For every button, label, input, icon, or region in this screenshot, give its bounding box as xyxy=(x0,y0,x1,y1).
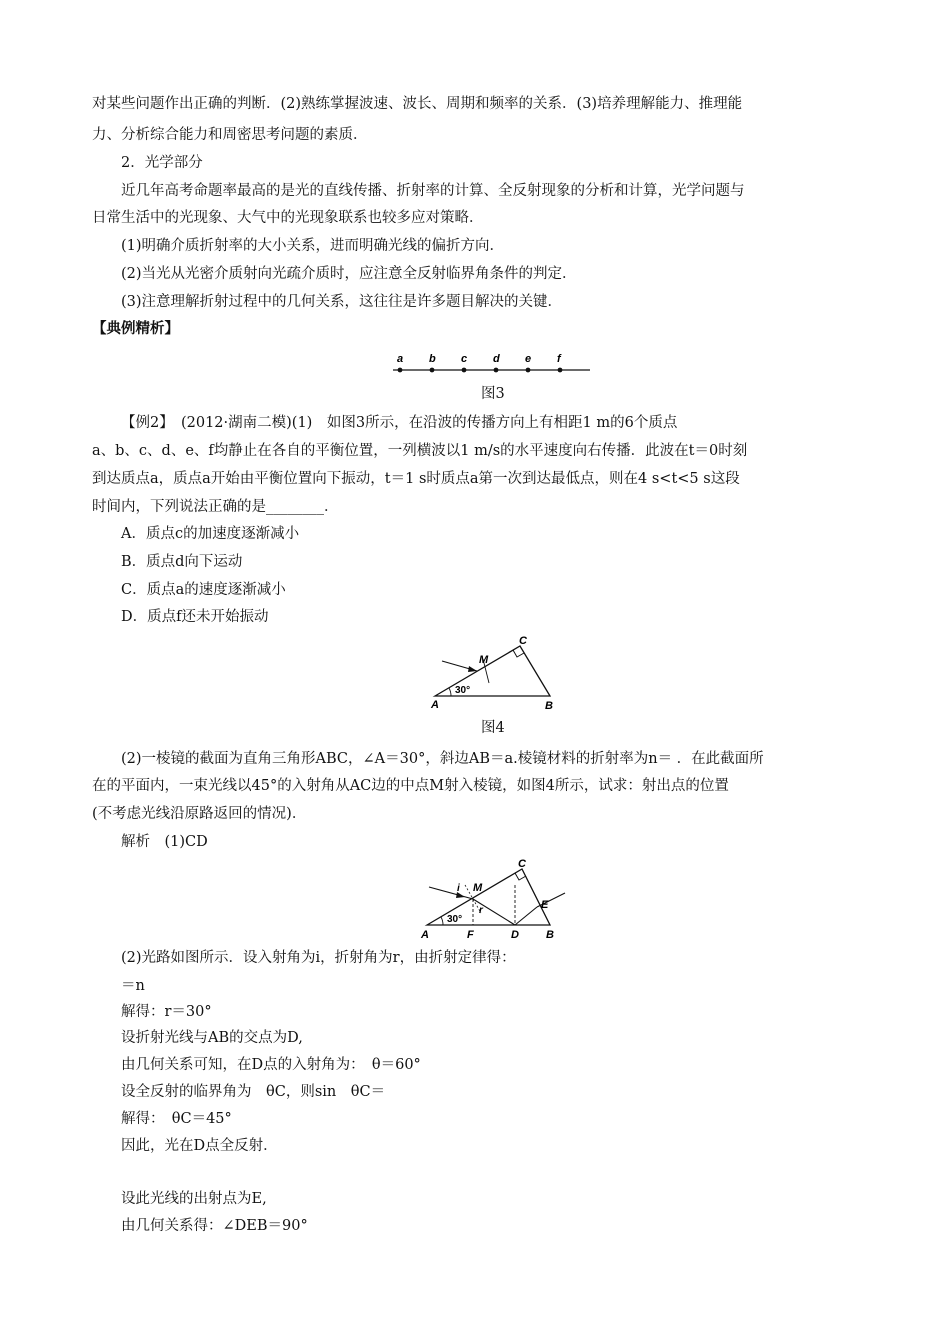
wave-point-label-e: e xyxy=(525,353,532,365)
strategy-item: (1)明确介质折射率的大小关系，进而明确光线的偏折方向． xyxy=(121,238,505,254)
label-angle: 30° xyxy=(455,685,471,696)
question-line: (2)一棱镜的截面为直角三角形ABC，∠A＝30°，斜边AB＝a.棱镜材料的折射率为n＝ ．在此截面所 xyxy=(121,751,764,767)
solution-line: ＝n xyxy=(121,978,145,994)
solution-line: 解得： θC＝45° xyxy=(121,1111,232,1127)
solution-line: 解得：r＝30° xyxy=(121,1004,212,1020)
label-a: A xyxy=(421,929,429,941)
option-a: A．质点c的加速度逐渐减小 xyxy=(121,526,300,542)
wave-point-e xyxy=(526,368,531,373)
examples-heading: 【典例精析】 xyxy=(92,320,179,337)
paragraph-line: 对某些问题作出正确的判断．(2)熟练掌握波速、波长、周期和频率的关系．(3)培养理解能力、推理能 xyxy=(92,96,743,112)
label-angle: 30° xyxy=(447,914,463,925)
figure-4-prism xyxy=(425,634,565,714)
ray-arrow xyxy=(468,666,477,672)
wave-point-label-f: f xyxy=(557,353,561,365)
solution-line: 因此，光在D点全反射． xyxy=(121,1138,278,1154)
solution-line: 由几何关系可知，在D点的入射角为： θ＝60° xyxy=(121,1057,421,1073)
prism-triangle xyxy=(435,646,550,696)
label-c: C xyxy=(518,858,526,870)
reflected-ray xyxy=(515,907,537,925)
paragraph-line: 日常生活中的光现象、大气中的光现象联系也较多应对策略． xyxy=(92,210,484,226)
angle-arc xyxy=(449,688,451,696)
figure-3-wave-points xyxy=(385,350,595,380)
wave-point-label-a: a xyxy=(397,353,404,365)
label-a: A xyxy=(431,699,439,711)
wave-point-d xyxy=(494,368,499,373)
solution-label: 解析 (1)CD xyxy=(121,834,208,850)
label-f: F xyxy=(467,929,474,941)
label-i: i xyxy=(457,883,460,894)
example-line: a、b、c、d、e、f均静止在各自的平衡位置，一列横波以1 m/s的水平速度向右传播．此波在t＝0时刻 xyxy=(92,443,748,459)
figure-3-caption: 图3 xyxy=(481,386,505,402)
label-m: M xyxy=(473,882,483,894)
angle-arc xyxy=(441,917,443,925)
question-line: (不考虑光线沿原路返回的情况)． xyxy=(92,806,307,822)
label-b: B xyxy=(546,929,554,941)
wave-point-c xyxy=(462,368,467,373)
wave-point-label-b: b xyxy=(429,353,436,365)
solution-line: 设此光线的出射点为E, xyxy=(121,1191,267,1207)
label-e: E xyxy=(541,899,549,911)
option-b: B．质点d向下运动 xyxy=(121,554,243,570)
question-line: 在的平面内，一束光线以45°的入射角从AC边的中点M射入棱镜，如图4所示，试求：射出点的位置 xyxy=(92,778,729,794)
label-m: M xyxy=(479,654,489,666)
prism-triangle xyxy=(427,869,550,925)
label-c: C xyxy=(519,635,527,647)
option-d: D．质点f还未开始振动 xyxy=(121,609,269,625)
label-d: D xyxy=(511,929,519,941)
strategy-item: (3)注意理解折射过程中的几何关系，这往往是许多题目解决的关键． xyxy=(121,294,563,310)
section-heading: 2．光学部分 xyxy=(121,155,203,171)
wave-point-f xyxy=(558,368,563,373)
incident-ray xyxy=(429,887,473,899)
label-r: r xyxy=(479,905,483,916)
wave-point-a xyxy=(398,368,403,373)
paragraph-line: 近几年高考命题率最高的是光的直线传播、折射率的计算、全反射现象的分析和计算，光学问题与 xyxy=(121,183,745,199)
example-line: 【例2】 (2012·湖南二模)(1) 如图3所示，在沿波的传播方向上有相距1 m的6个质点 xyxy=(121,415,678,431)
example-line: 到达质点a，质点a开始由平衡位置向下振动，t＝1 s时质点a第一次到达最低点，则在4 s<t<5 s这段 xyxy=(92,471,740,487)
solution-line: 设折射光线与AB的交点为D, xyxy=(121,1030,303,1046)
solution-line: 由几何关系得：∠DEB＝90° xyxy=(121,1218,308,1234)
figure-4-caption: 图4 xyxy=(481,720,505,736)
solution-line: 设全反射的临界角为 θC，则sin θC＝ xyxy=(121,1084,386,1100)
paragraph-line: 力、分析综合能力和周密思考问题的素质． xyxy=(92,127,368,143)
wave-point-label-d: d xyxy=(493,353,500,365)
example-line: 时间内，下列说法正确的是________． xyxy=(92,499,339,515)
wave-point-b xyxy=(430,368,435,373)
wave-point-label-c: c xyxy=(461,353,468,365)
solution-line: (2)光路如图所示．设入射角为i，折射角为r，由折射定律得： xyxy=(121,950,516,966)
solution-light-path-diagram xyxy=(415,855,585,947)
option-c: C．质点a的速度逐渐减小 xyxy=(121,582,286,598)
strategy-item: (2)当光从光密介质射向光疏介质时，应注意全反射临界角条件的判定． xyxy=(121,266,577,282)
label-b: B xyxy=(545,700,553,712)
